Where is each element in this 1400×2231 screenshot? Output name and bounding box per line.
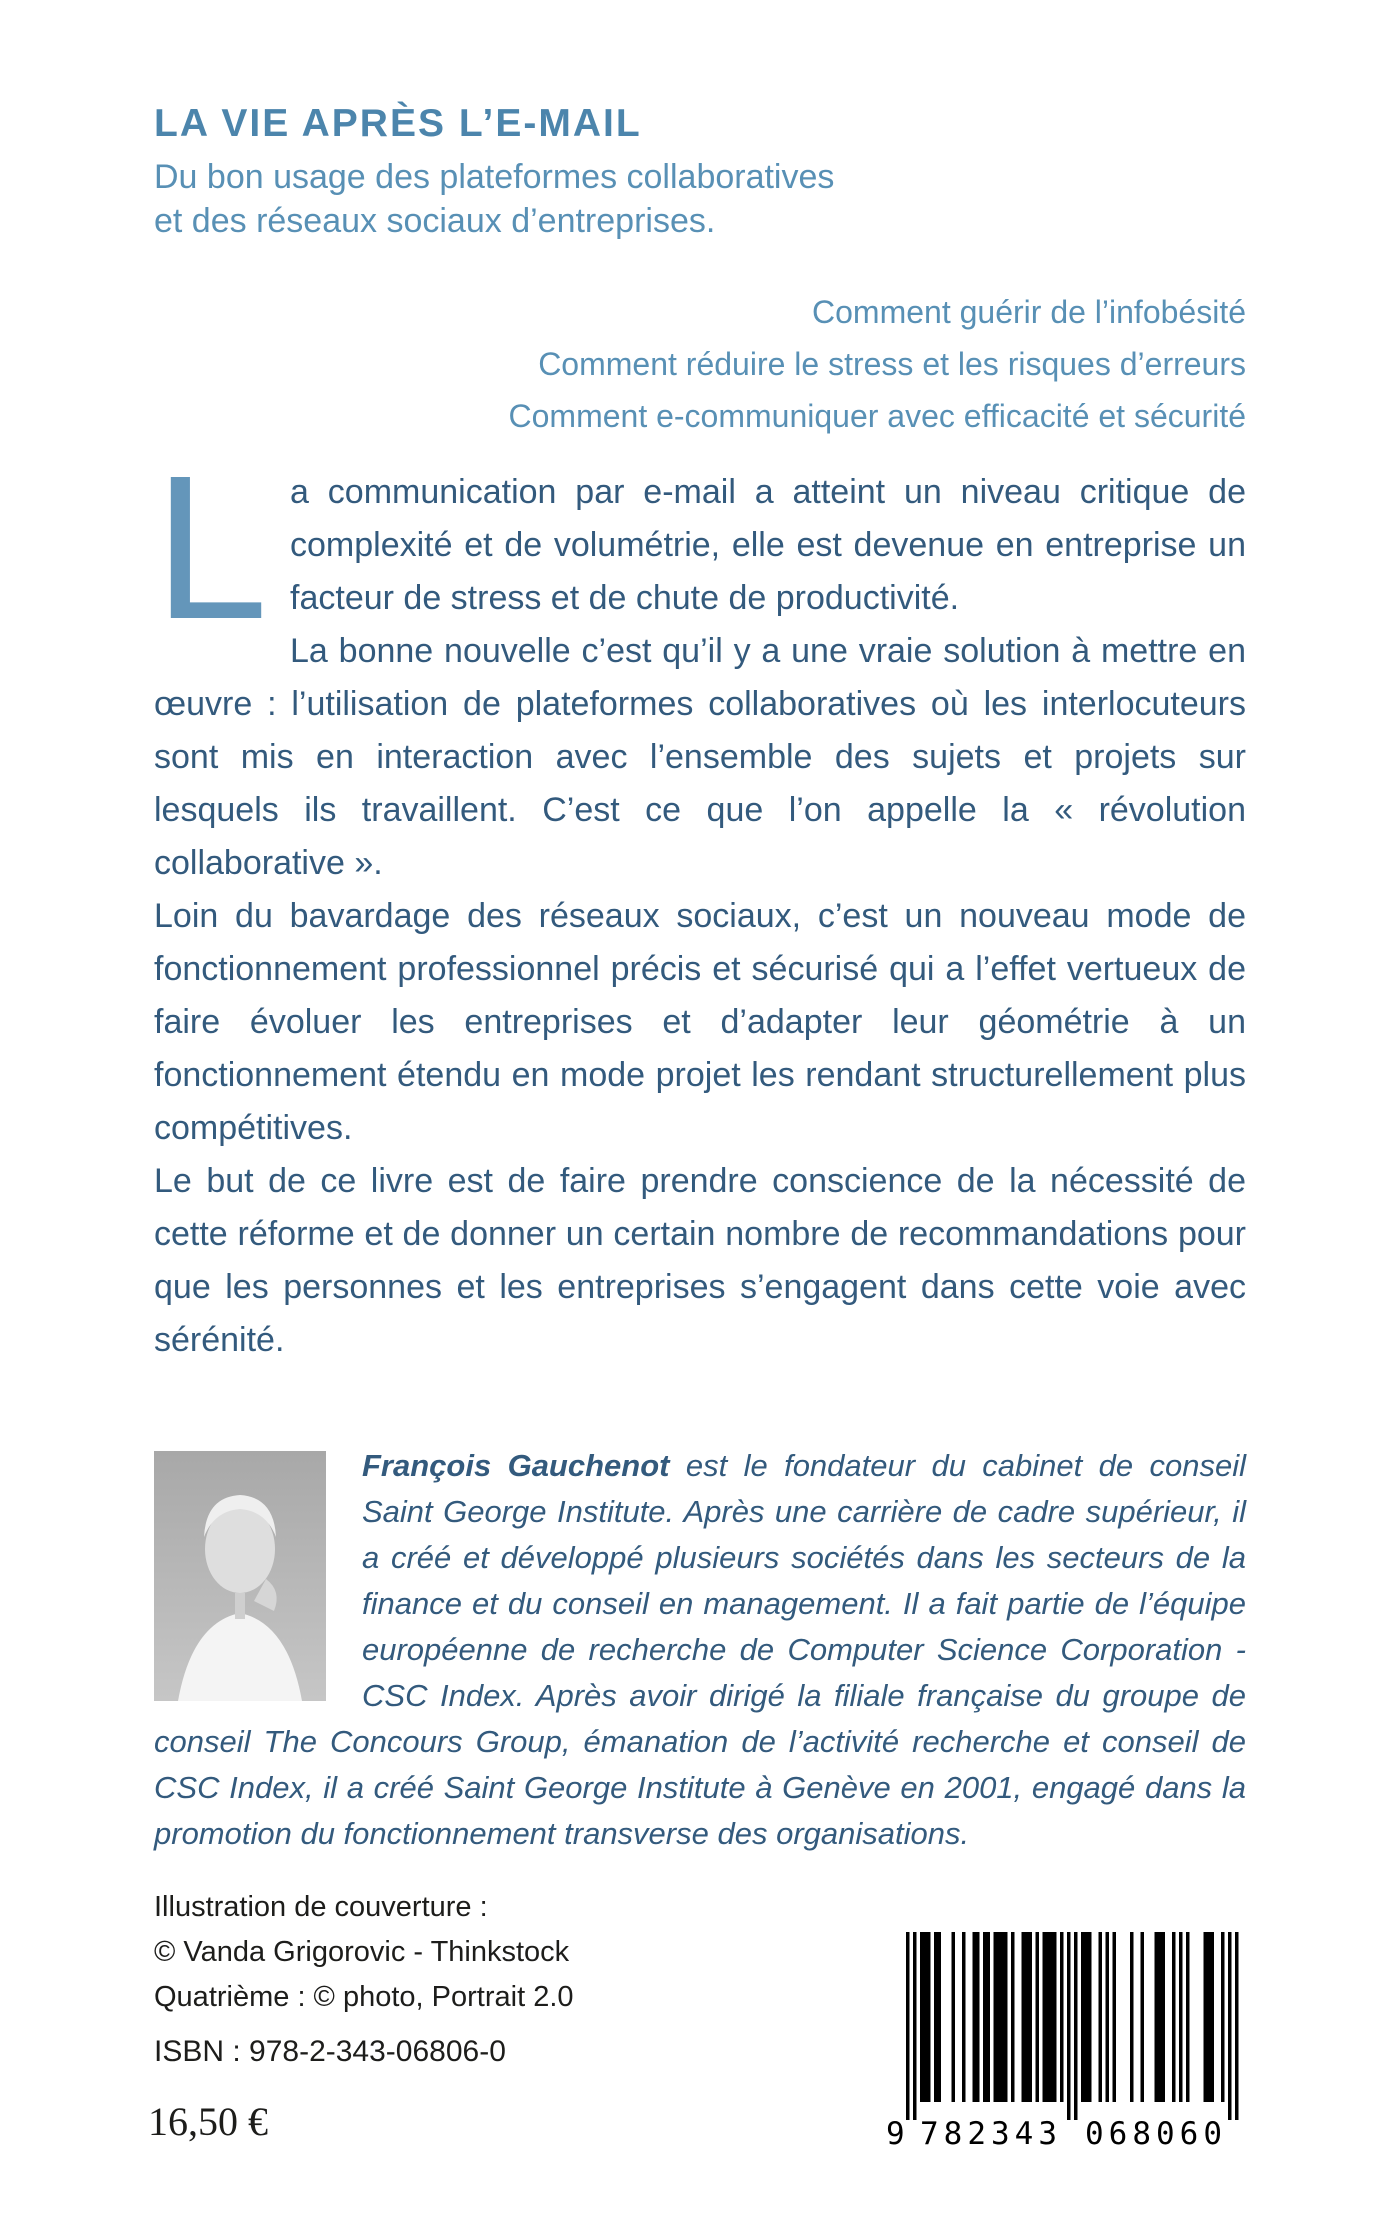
- tagline-line: Comment guérir de l’infobésité: [812, 294, 1246, 330]
- taglines-block: [509, 286, 1247, 442]
- barcode: [886, 1932, 1246, 2156]
- credit-line: © Vanda Grigorovic - Thinkstock: [154, 1936, 570, 1968]
- tagline-line: Comment e-communiquer avec efficacité et sécurité: [508, 398, 1246, 434]
- barcode-digits: [886, 2114, 1246, 2154]
- body-paragraph: [154, 433, 1246, 662]
- barcode-digit-group: 9: [886, 2116, 905, 2152]
- barcode-digit-group: 782343: [920, 2116, 1062, 2152]
- author-name: François Gauchenot: [362, 1448, 670, 1483]
- book-subtitle: [154, 156, 1254, 243]
- book-title: LA VIE APRÈS L’E-MAIL: [154, 102, 642, 145]
- credit-line: Quatrième : © photo, Portrait 2.0: [154, 1981, 574, 2013]
- isbn-text: ISBN : 978-2-343-06806-0: [154, 2035, 506, 2068]
- cover-credits-block: [154, 1885, 574, 2020]
- body-paragraph: Loin du bavardage des réseaux sociaux, c’est un nouveau mode de fonctionnement professionnel précis et sécurisé qui a l’effet vertueux de faire évoluer les entreprises et d’adapter leur géométrie à un fonctionnement étendu en mode projet les rendant structurellement plus compétitives.: [154, 897, 1246, 1147]
- header-block: [154, 102, 1254, 243]
- drop-cap: L: [154, 433, 269, 662]
- body-paragraph-text: a communication par e-mail a atteint un niveau critique de complexité et de volumétrie, elle est devenue en entreprise un facteur de stress et de chute de productivité.: [290, 473, 1246, 617]
- credit-line: Illustration de couverture :: [154, 1891, 488, 1923]
- author-bio-block: [154, 1443, 1246, 1857]
- author-photo: [154, 1451, 326, 1701]
- synopsis-block: [154, 433, 1246, 1367]
- body-paragraph: Le but de ce livre est de faire prendre conscience de la nécessité de cette réforme et de donner un certain nombre de recommandations pour que les personnes et les entreprises s’engagent dans cette voie avec sérénité.: [154, 1162, 1246, 1359]
- body-paragraph: La bonne nouvelle c’est qu’il y a une vraie solution à mettre en œuvre : l’utilisation de plateformes collaboratives où les interlocuteurs sont mis en interaction avec l’ensemble des sujets et projets sur lesquels ils travaillent. C’est ce que l’on appelle la « révolution collaborative ».: [154, 632, 1246, 882]
- subtitle-line-2: et des réseaux sociaux d’entreprises.: [154, 201, 716, 240]
- subtitle-line-1: Du bon usage des plateformes collaboratives: [154, 158, 835, 196]
- author-bio-text: est le fondateur du cabinet de conseil Saint George Institute. Après une carrière de cadre supérieur, il a créé et développé plusieurs sociétés dans les secteurs de la finance et du conseil en management. Il a fait partie de l’équipe européenne de recherche de Computer Science Corporation - CSC Index. Après avoir dirigé la filiale française du groupe de conseil The Concours Group, émanation de l’activité recherche et conseil de CSC Index, il a créé Saint George Institute à Genève en 2001, engagé dans la promotion du fonctionnement transverse des organisations.: [154, 1448, 1246, 1851]
- barcode-digit-group: 068060: [1085, 2116, 1227, 2152]
- tagline-line: Comment réduire le stress et les risques d’erreurs: [538, 346, 1246, 382]
- price-text: 16,50 €: [148, 2099, 268, 2144]
- barcode-bars: [886, 1932, 1246, 2122]
